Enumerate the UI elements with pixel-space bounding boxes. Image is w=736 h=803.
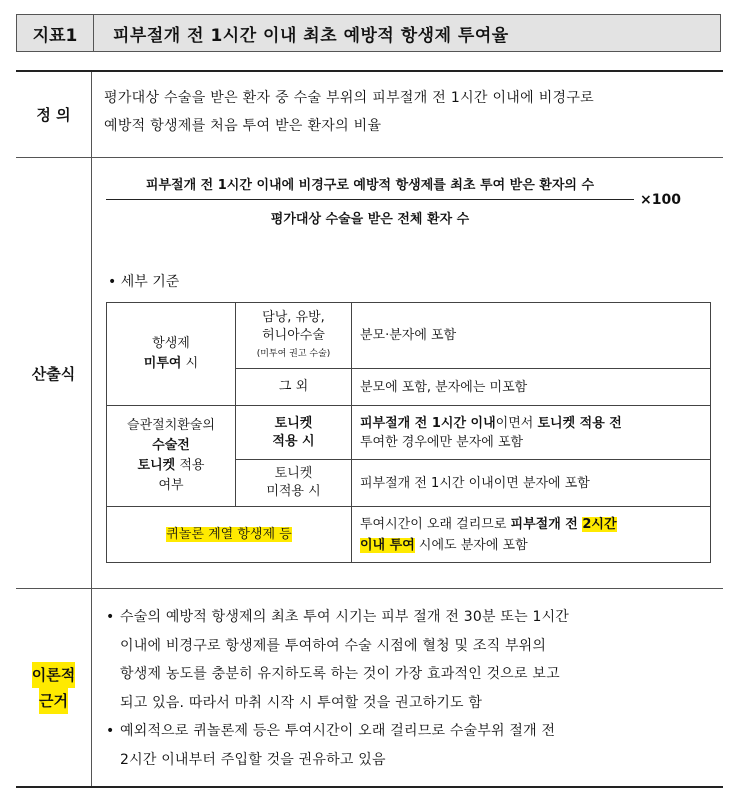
criteria-subgroup [236, 460, 352, 507]
formula-denominator: 평가대상 수술을 받은 전체 환자 수 [270, 212, 470, 227]
cell-text-bold: 토니켓 [137, 458, 176, 473]
basis-content [92, 589, 723, 786]
criteria-group-tourniquet [107, 406, 236, 507]
criteria-rule [352, 406, 711, 460]
basis-line: • 예외적으로 퀴놀론제 등은 투여시간이 오래 걸리므로 수술부위 절개 전 [120, 723, 556, 739]
cell-text-bold: 미투여 [143, 356, 182, 371]
basis-label [16, 589, 92, 786]
cell-text: 항생제 [152, 336, 190, 351]
basis-item [106, 717, 716, 774]
detail-heading: • 세부 기준 [108, 274, 180, 290]
definition-label: 정 의 [16, 72, 92, 157]
cell-text: 적용 시 [272, 433, 315, 449]
formula-content [92, 158, 723, 588]
cell-text: 시에도 분자에 포함 [414, 537, 528, 553]
basis-label-line1: 이론적 [32, 662, 75, 688]
criteria-subgroup [236, 303, 352, 369]
definition-content [92, 72, 723, 157]
formula-multiplier: ×100 [640, 192, 681, 208]
basis-line: 2시간 이내부터 주입할 것을 권유하고 있음 [120, 751, 386, 768]
criteria-rule: 피부절개 전 1시간 이내이면 분자에 포함 [352, 460, 711, 507]
cell-text: 슬관절치환술의 [127, 418, 215, 433]
cell-text-bold: 수술전 [152, 438, 190, 453]
cell-text: 담낭, 유방, [262, 309, 325, 325]
criteria-rule [352, 507, 711, 563]
cell-text: 시 [181, 356, 199, 371]
basis-line: 이내에 비경구로 항생제를 투여하여 수술 시점에 혈청 및 조직 부위의 [120, 637, 547, 654]
indicator-title-bar [16, 14, 721, 52]
definition-text-line1: 평가대상 수술을 받은 환자 중 수술 부위의 피부절개 전 1시간 이내에 비경구로 [104, 90, 595, 106]
indicator-table [16, 70, 723, 788]
highlighted-text: 2시간 [582, 516, 617, 532]
criteria-subgroup: 그 외 [236, 369, 352, 406]
indicator-code: 지표1 [17, 15, 94, 51]
cell-text-bold: 토니켓 적용 전 [537, 415, 622, 431]
criteria-table [106, 302, 711, 563]
cell-text: 투여한 경우에만 분자에 포함 [360, 434, 524, 450]
basis-label-line2: 근거 [39, 688, 68, 714]
formula-numerator: 피부절개 전 1시간 이내에 비경구로 예방적 항생제를 최초 투여 받은 환자의 수 [106, 174, 634, 200]
indicator-title: 피부절개 전 1시간 이내 최초 예방적 항생제 투여율 [113, 25, 509, 46]
criteria-rule: 분모에 포함, 분자에는 미포함 [352, 369, 711, 406]
detail-heading-text: 세부 기준 [120, 274, 180, 290]
cell-text: 허니아수술 [262, 327, 325, 343]
highlighted-text: 퀴놀론 계열 항생제 등 [166, 526, 292, 542]
basis-item [106, 603, 716, 717]
criteria-subgroup [236, 406, 352, 460]
highlighted-text: 이내 투여 [360, 537, 415, 553]
cell-note: (미투여 권고 수술) [256, 348, 331, 359]
criteria-group-quinolone [107, 507, 352, 563]
definition-text-line2: 예방적 항생제를 처음 투여 받은 환자의 비율 [104, 118, 382, 134]
criteria-row [107, 406, 711, 460]
criteria-row [107, 303, 711, 369]
formula-fraction [106, 174, 706, 227]
criteria-group-no-antibiotic [107, 303, 236, 406]
cell-text: 적용 [175, 458, 205, 473]
basis-line: • 수술의 예방적 항생제의 최초 투여 시기는 피부 절개 전 30분 또는 1시간 [120, 609, 570, 625]
basis-line: 항생제 농도를 충분히 유지하도록 하는 것이 가장 효과적인 것으로 보고 [120, 666, 560, 682]
cell-text: 여부 [158, 478, 184, 493]
cell-text: 투여시간이 오래 걸리므로 [360, 516, 511, 532]
criteria-rule: 분모·분자에 포함 [352, 303, 711, 369]
cell-text-bold: 피부절개 전 1시간 이내 [360, 415, 496, 431]
cell-text: 이면서 [495, 415, 538, 431]
cell-text-bold: 피부절개 전 [510, 516, 583, 532]
criteria-row [107, 507, 711, 563]
basis-line: 되고 있음. 따라서 마취 시작 시 투여할 것을 권고하기도 함 [120, 694, 483, 711]
cell-text: 토니켓 [274, 415, 313, 431]
cell-text: 토니켓 [274, 466, 313, 481]
cell-text: 미적용 시 [266, 484, 321, 499]
formula-label: 산출식 [16, 158, 92, 588]
